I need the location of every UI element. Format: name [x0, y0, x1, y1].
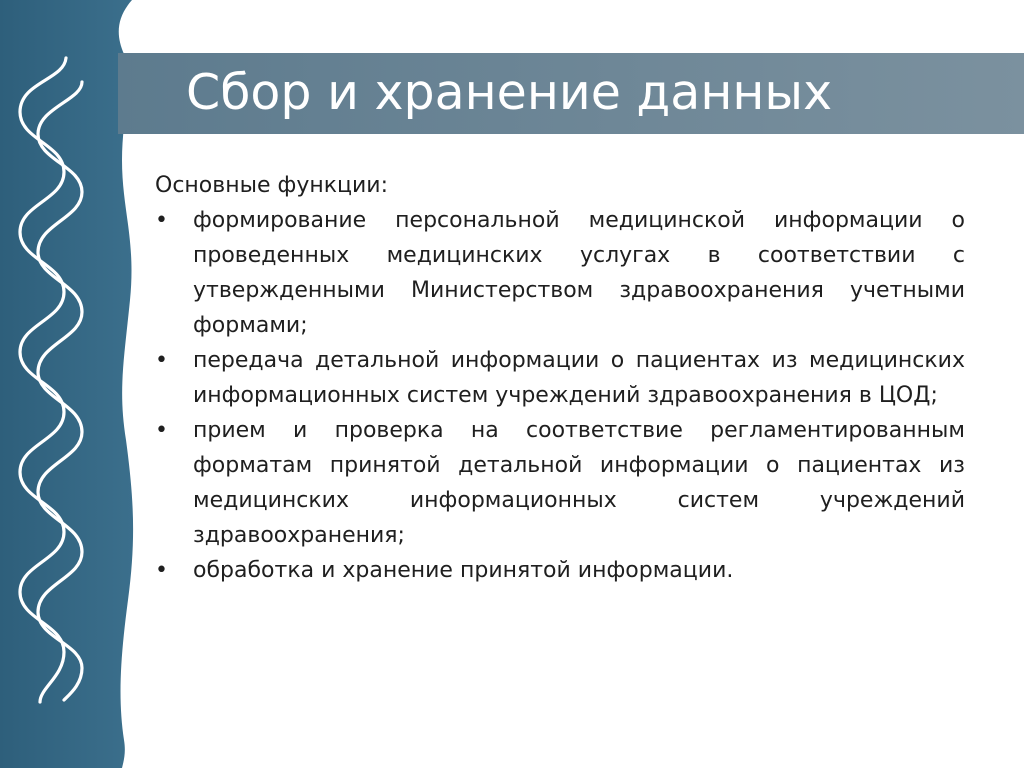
bullet-marker: • — [155, 208, 168, 233]
bullet-text: формирование персональной медицинской информации о проведенных медицинских услугах в соответствии с утвержденными Министерством здравоохранения учетными формами; — [193, 208, 965, 338]
bullet-item — [155, 343, 965, 413]
bullet-list — [155, 203, 965, 588]
slide-content — [155, 168, 965, 588]
bullet-marker: • — [155, 418, 168, 443]
bullet-text: передача детальной информации о пациентах из медицинских информационных систем учреждений здравоохранения в ЦОД; — [193, 348, 965, 408]
bullet-item — [155, 553, 965, 588]
slide-title: Сбор и хранение данных — [186, 64, 833, 121]
bullet-item — [155, 413, 965, 553]
bullet-text: обработка и хранение принятой информации. — [193, 558, 734, 583]
bullet-marker: • — [155, 348, 168, 373]
bullet-marker: • — [155, 558, 168, 583]
bullet-text: прием и проверка на соответствие регламентированным форматам принятой детальной информации о пациентах из медицинских информационных систем учреждений здравоохранения; — [193, 418, 965, 548]
bullet-item — [155, 203, 965, 343]
intro-text: Основные функции: — [155, 173, 388, 198]
